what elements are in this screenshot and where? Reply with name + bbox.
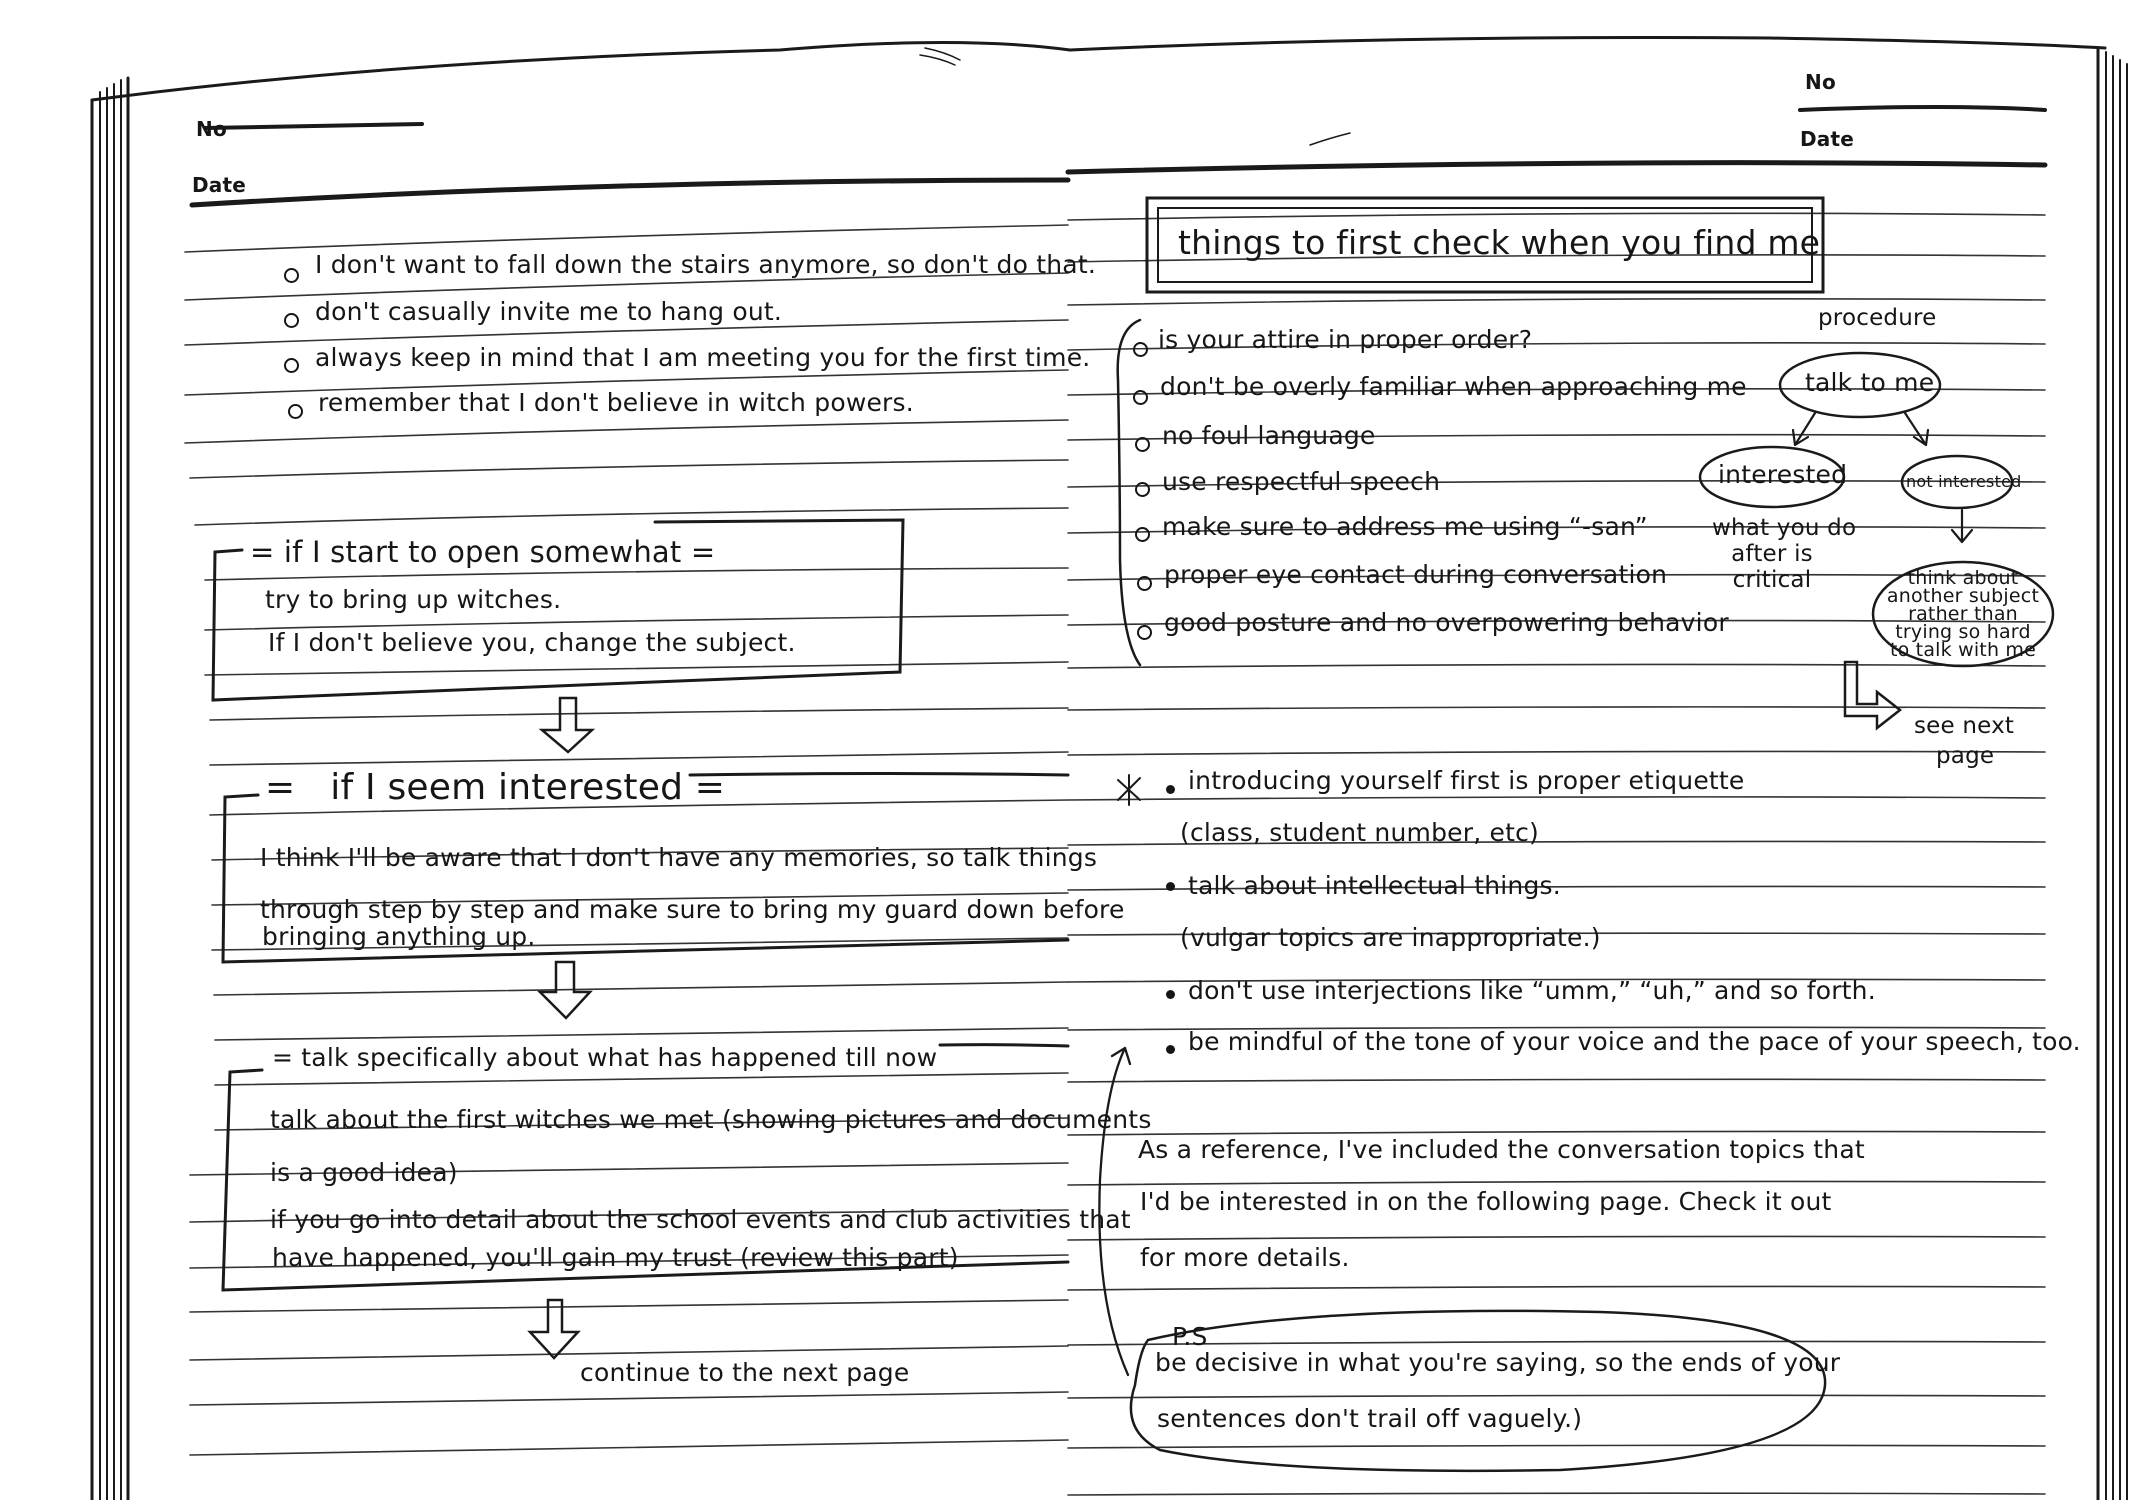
no-label: No xyxy=(196,117,227,141)
flow-node-interested: interested xyxy=(1718,460,1848,489)
circle-bullet-icon xyxy=(284,268,299,283)
box-title: = talk specifically about what has happened till now xyxy=(272,1043,938,1072)
procedure-label: procedure xyxy=(1818,305,1937,331)
etiquette-item: don't use interjections like “umm,” “uh,” and so forth. xyxy=(1188,976,1876,1005)
see-next-note: page xyxy=(1936,743,1995,769)
rule-item: remember that I don't believe in witch powers. xyxy=(318,388,914,417)
reference-line: As a reference, I've included the conversation topics that xyxy=(1138,1135,1865,1164)
circle-bullet-icon xyxy=(1133,342,1148,357)
checklist-item: no foul language xyxy=(1162,421,1376,450)
rule-item: don't casually invite me to hang out. xyxy=(315,297,783,326)
flow-note: trying so hard xyxy=(1895,621,2031,643)
circle-bullet-icon xyxy=(1133,390,1148,405)
rule-item: always keep in mind that I am meeting you for the first time. xyxy=(315,343,1091,372)
box-line: through step by step and make sure to bring my guard down before xyxy=(260,895,1125,924)
box-line: try to bring up witches. xyxy=(265,585,562,614)
box-line: have happened, you'll gain my trust (review this part) xyxy=(272,1243,959,1272)
flow-note: after is xyxy=(1731,541,1813,567)
flow-node-start: talk to me xyxy=(1805,368,1935,397)
ps-label: P.S xyxy=(1172,1322,1208,1351)
box-line: If I don't believe you, change the subject. xyxy=(268,628,796,657)
box-title: = if I start to open somewhat = xyxy=(250,535,716,569)
circle-bullet-icon xyxy=(1135,482,1150,497)
box-line: is a good idea) xyxy=(270,1158,458,1187)
flow-note: rather than xyxy=(1908,603,2018,625)
date-label: Date xyxy=(192,173,247,197)
flow-note: what you do xyxy=(1712,515,1857,541)
flow-note: another subject xyxy=(1886,585,2040,607)
dot-bullet-icon xyxy=(1166,1045,1175,1054)
reference-line: I'd be interested in on the following page. Check it out xyxy=(1140,1187,1832,1216)
checklist-item: make sure to address me using “-san” xyxy=(1162,512,1648,541)
dot-bullet-icon xyxy=(1166,882,1175,891)
circle-bullet-icon xyxy=(284,313,299,328)
etiquette-item: be mindful of the tone of your voice and the pace of your speech, too. xyxy=(1188,1027,2081,1056)
circle-bullet-icon xyxy=(1135,527,1150,542)
flow-note: think about xyxy=(1907,567,2019,589)
box-line: talk about the first witches we met (showing pictures and documents xyxy=(270,1105,1152,1134)
see-next-note: see next xyxy=(1914,713,2015,739)
box-line: bringing anything up. xyxy=(262,922,536,951)
checklist-item: don't be overly familiar when approaching me xyxy=(1160,372,1747,401)
dot-bullet-icon xyxy=(1166,990,1175,999)
etiquette-note: (vulgar topics are inappropriate.) xyxy=(1180,923,1601,952)
ps-line: be decisive in what you're saying, so the ends of your xyxy=(1155,1348,1841,1377)
checklist-item: use respectful speech xyxy=(1162,467,1441,496)
flow-node-not-interested: not interested xyxy=(1906,472,2022,491)
checklist-item: proper eye contact during conversation xyxy=(1164,560,1668,589)
etiquette-note: (class, student number, etc) xyxy=(1180,818,1539,847)
circle-bullet-icon xyxy=(1137,576,1152,591)
box-line: if you go into detail about the school events and club activities that xyxy=(270,1205,1131,1234)
circle-bullet-icon xyxy=(1135,437,1150,452)
circle-bullet-icon xyxy=(1137,625,1152,640)
flow-note: critical xyxy=(1732,567,1812,593)
etiquette-item: introducing yourself first is proper etiquette xyxy=(1188,766,1745,795)
rule-item: I don't want to fall down the stairs anymore, so don't do that. xyxy=(315,250,1096,279)
checklist-item: is your attire in proper order? xyxy=(1158,325,1533,354)
continue-note: continue to the next page xyxy=(580,1358,910,1387)
date-label: Date xyxy=(1800,127,1855,151)
box-line: I think I'll be aware that I don't have any memories, so talk things xyxy=(260,843,1098,872)
page-title: things to first check when you find me xyxy=(1178,223,1821,262)
circle-bullet-icon xyxy=(284,358,299,373)
checklist-item: good posture and no overpowering behavior xyxy=(1164,608,1729,637)
reference-line: for more details. xyxy=(1140,1243,1350,1272)
circle-bullet-icon xyxy=(288,404,303,419)
etiquette-item: talk about intellectual things. xyxy=(1188,871,1561,900)
dot-bullet-icon xyxy=(1166,785,1175,794)
flow-note: to talk with me xyxy=(1889,639,2037,661)
box-title: = if I seem interested = xyxy=(265,767,726,808)
no-label: No xyxy=(1805,70,1836,94)
ps-line: sentences don't trail off vaguely.) xyxy=(1157,1404,1583,1433)
